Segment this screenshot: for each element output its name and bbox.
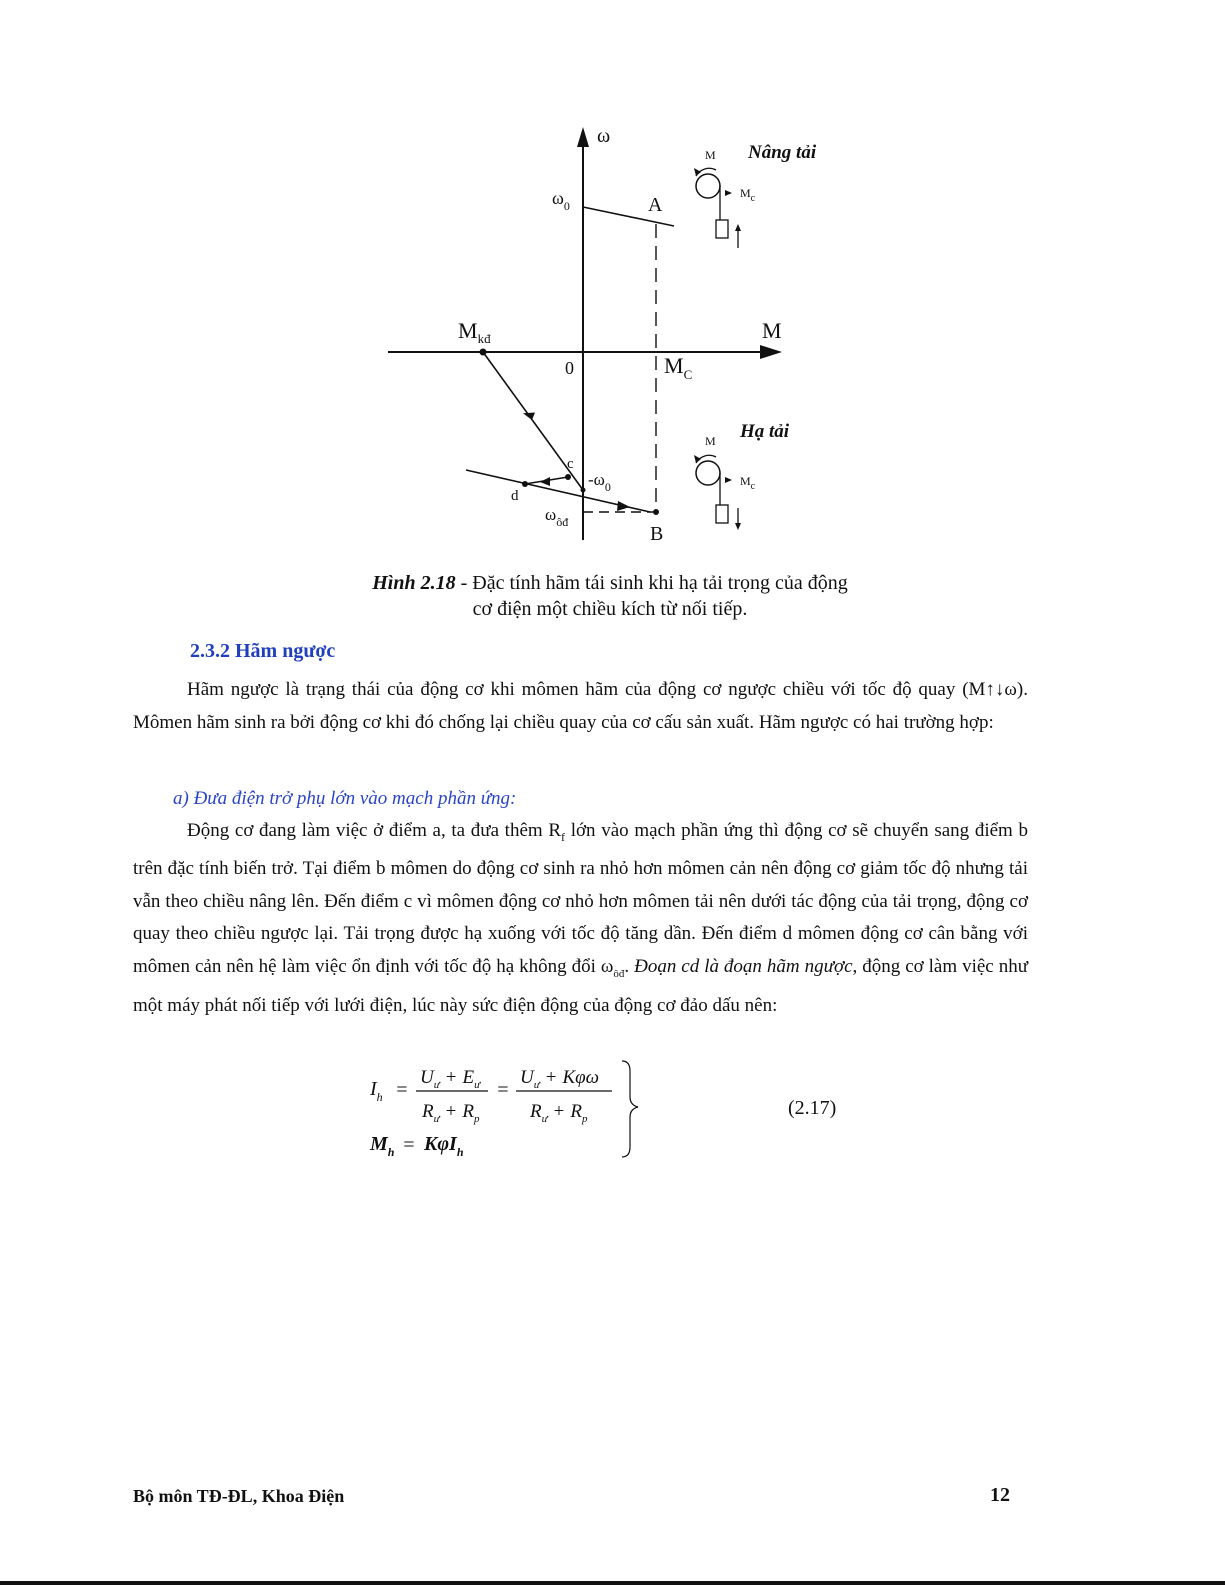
lift-load-title: Nâng tải [748, 142, 817, 163]
para2-part1-sub: f [561, 829, 566, 844]
point-b-label: B [650, 523, 664, 545]
omega-od-label: $\omega_{ôđ}$ [545, 505, 569, 529]
caption-label: Hình 2.18 [372, 572, 456, 594]
svg-text:=: = [402, 1134, 416, 1156]
footer-department: Bộ môn TĐ-ĐL, Khoa Điện [133, 1486, 345, 1506]
para2-part1: Động cơ đang làm việc ở điểm a, ta đưa thêm R [187, 820, 562, 841]
mc-label: $M_C$ [664, 353, 693, 382]
neg-omega0-point [581, 488, 586, 493]
lower-icon-m-label: M [705, 434, 716, 448]
lift-icon-m-label: M [705, 148, 716, 162]
lower-load-title: Hạ tải [740, 421, 790, 442]
mkd-label: $M_{kđ}$ [458, 318, 491, 346]
lower-icon-mc-label: $M_c$ [740, 474, 756, 492]
equation-2-17 [360, 1055, 650, 1165]
section-title: 2.3.2 Hãm ngược [190, 640, 336, 662]
page-number: 12 [990, 1484, 1010, 1506]
lift-icon-mc-label: $M_c$ [740, 186, 756, 204]
c-to-d-arrow [540, 477, 550, 486]
rheostat-arrow [523, 412, 536, 422]
svg-text:Uư+Eư: $U_ư + E_ư$ [420, 1067, 481, 1091]
origin-label: 0 [565, 358, 574, 378]
figure-2-18 [0, 0, 1225, 620]
point-c [565, 474, 571, 480]
m-axis-arrow [760, 345, 782, 359]
equation-number: (2.17) [788, 1097, 837, 1119]
svg-text:Ih: $I_h$ [370, 1078, 383, 1104]
omega-axis-arrow [577, 127, 589, 147]
para2-part4: , động cơ làm việc như một máy phát nối tiếp với lưới điện, lúc này sức điện động của động cơ đảo dấu nên: [133, 955, 1028, 1017]
m-axis-label: M [762, 318, 782, 343]
paragraph-case-a [133, 815, 1028, 1023]
caption-text-line2: cơ điện một chiều kích từ nối tiếp. [472, 598, 748, 620]
bottom-rule [0, 1581, 1225, 1585]
para2-part3: . [624, 955, 635, 977]
omega-axis-label: ω [597, 125, 611, 147]
omega0-label: $\omega_0$ [552, 188, 570, 213]
point-d-label: d [511, 488, 519, 504]
paragraph-intro-text: Hãm ngược là trạng thái của động cơ khi mômen hãm của động cơ ngược chiều với tốc độ quay (M↑↓ω). Mômen hãm sinh ra bởi động cơ khi đó chống lại chiều quay của cơ cấu sản xuất. Hãm ngược có hai trường hợp: [133, 679, 1028, 733]
lift-load-icon [694, 168, 741, 248]
lower-load-icon [694, 455, 741, 530]
point-c-label: c [567, 456, 574, 472]
svg-text:=: = [395, 1079, 409, 1101]
para2-italic: Đoạn cd là đoạn hãm ngược [634, 955, 853, 977]
neg-omega0-label: $-\omega_0$ [588, 470, 611, 494]
d-to-b-arrow [617, 501, 630, 511]
subheading-case-a: a) Đưa điện trở phụ lớn vào mạch phần ứng: [173, 788, 517, 809]
caption-text-line1: - Đặc tính hãm tái sinh khi hạ tải trọng của động [455, 572, 848, 594]
point-a-label: A [648, 194, 663, 216]
para2-part2-sub: ôđ [613, 967, 625, 980]
paragraph-intro [133, 674, 1028, 739]
svg-text:Rư+Rp: $R_ư + R_p$ [530, 1101, 588, 1125]
point-d [522, 481, 528, 487]
para2-part2: lớn vào mạch phần ứng thì động cơ sẽ chuyển sang điểm b trên đặc tính biến trở. Tại điểm b mômen do động cơ sinh ra nhỏ hơn mômen cản nên động cơ giảm tốc độ nhưng tải vẫn theo chiều nâng lên. Đến điểm c vì mômen động cơ nhỏ hơn mômen tải nên dưới tác động của tải trọng, động cơ quay theo chiều ngược lại. Tải trọng được hạ xuống với tốc độ tăng dần. Đến điểm d mômen động cơ cân bằng với mômen cản nên hệ làm việc ổn định với tốc độ hạ không đổi ω [133, 820, 1028, 977]
svg-text:Rư+Rp: $R_ư + R_p$ [422, 1101, 480, 1125]
svg-text:KφIh: KφI$_h$ [424, 1133, 464, 1159]
svg-text:=: = [496, 1079, 510, 1101]
svg-text:Uư+Kφω: $U_ư + K\varphi\omega$ [520, 1067, 600, 1091]
figure-caption [330, 570, 890, 622]
svg-text:Mh: $M_h$ [370, 1133, 395, 1159]
